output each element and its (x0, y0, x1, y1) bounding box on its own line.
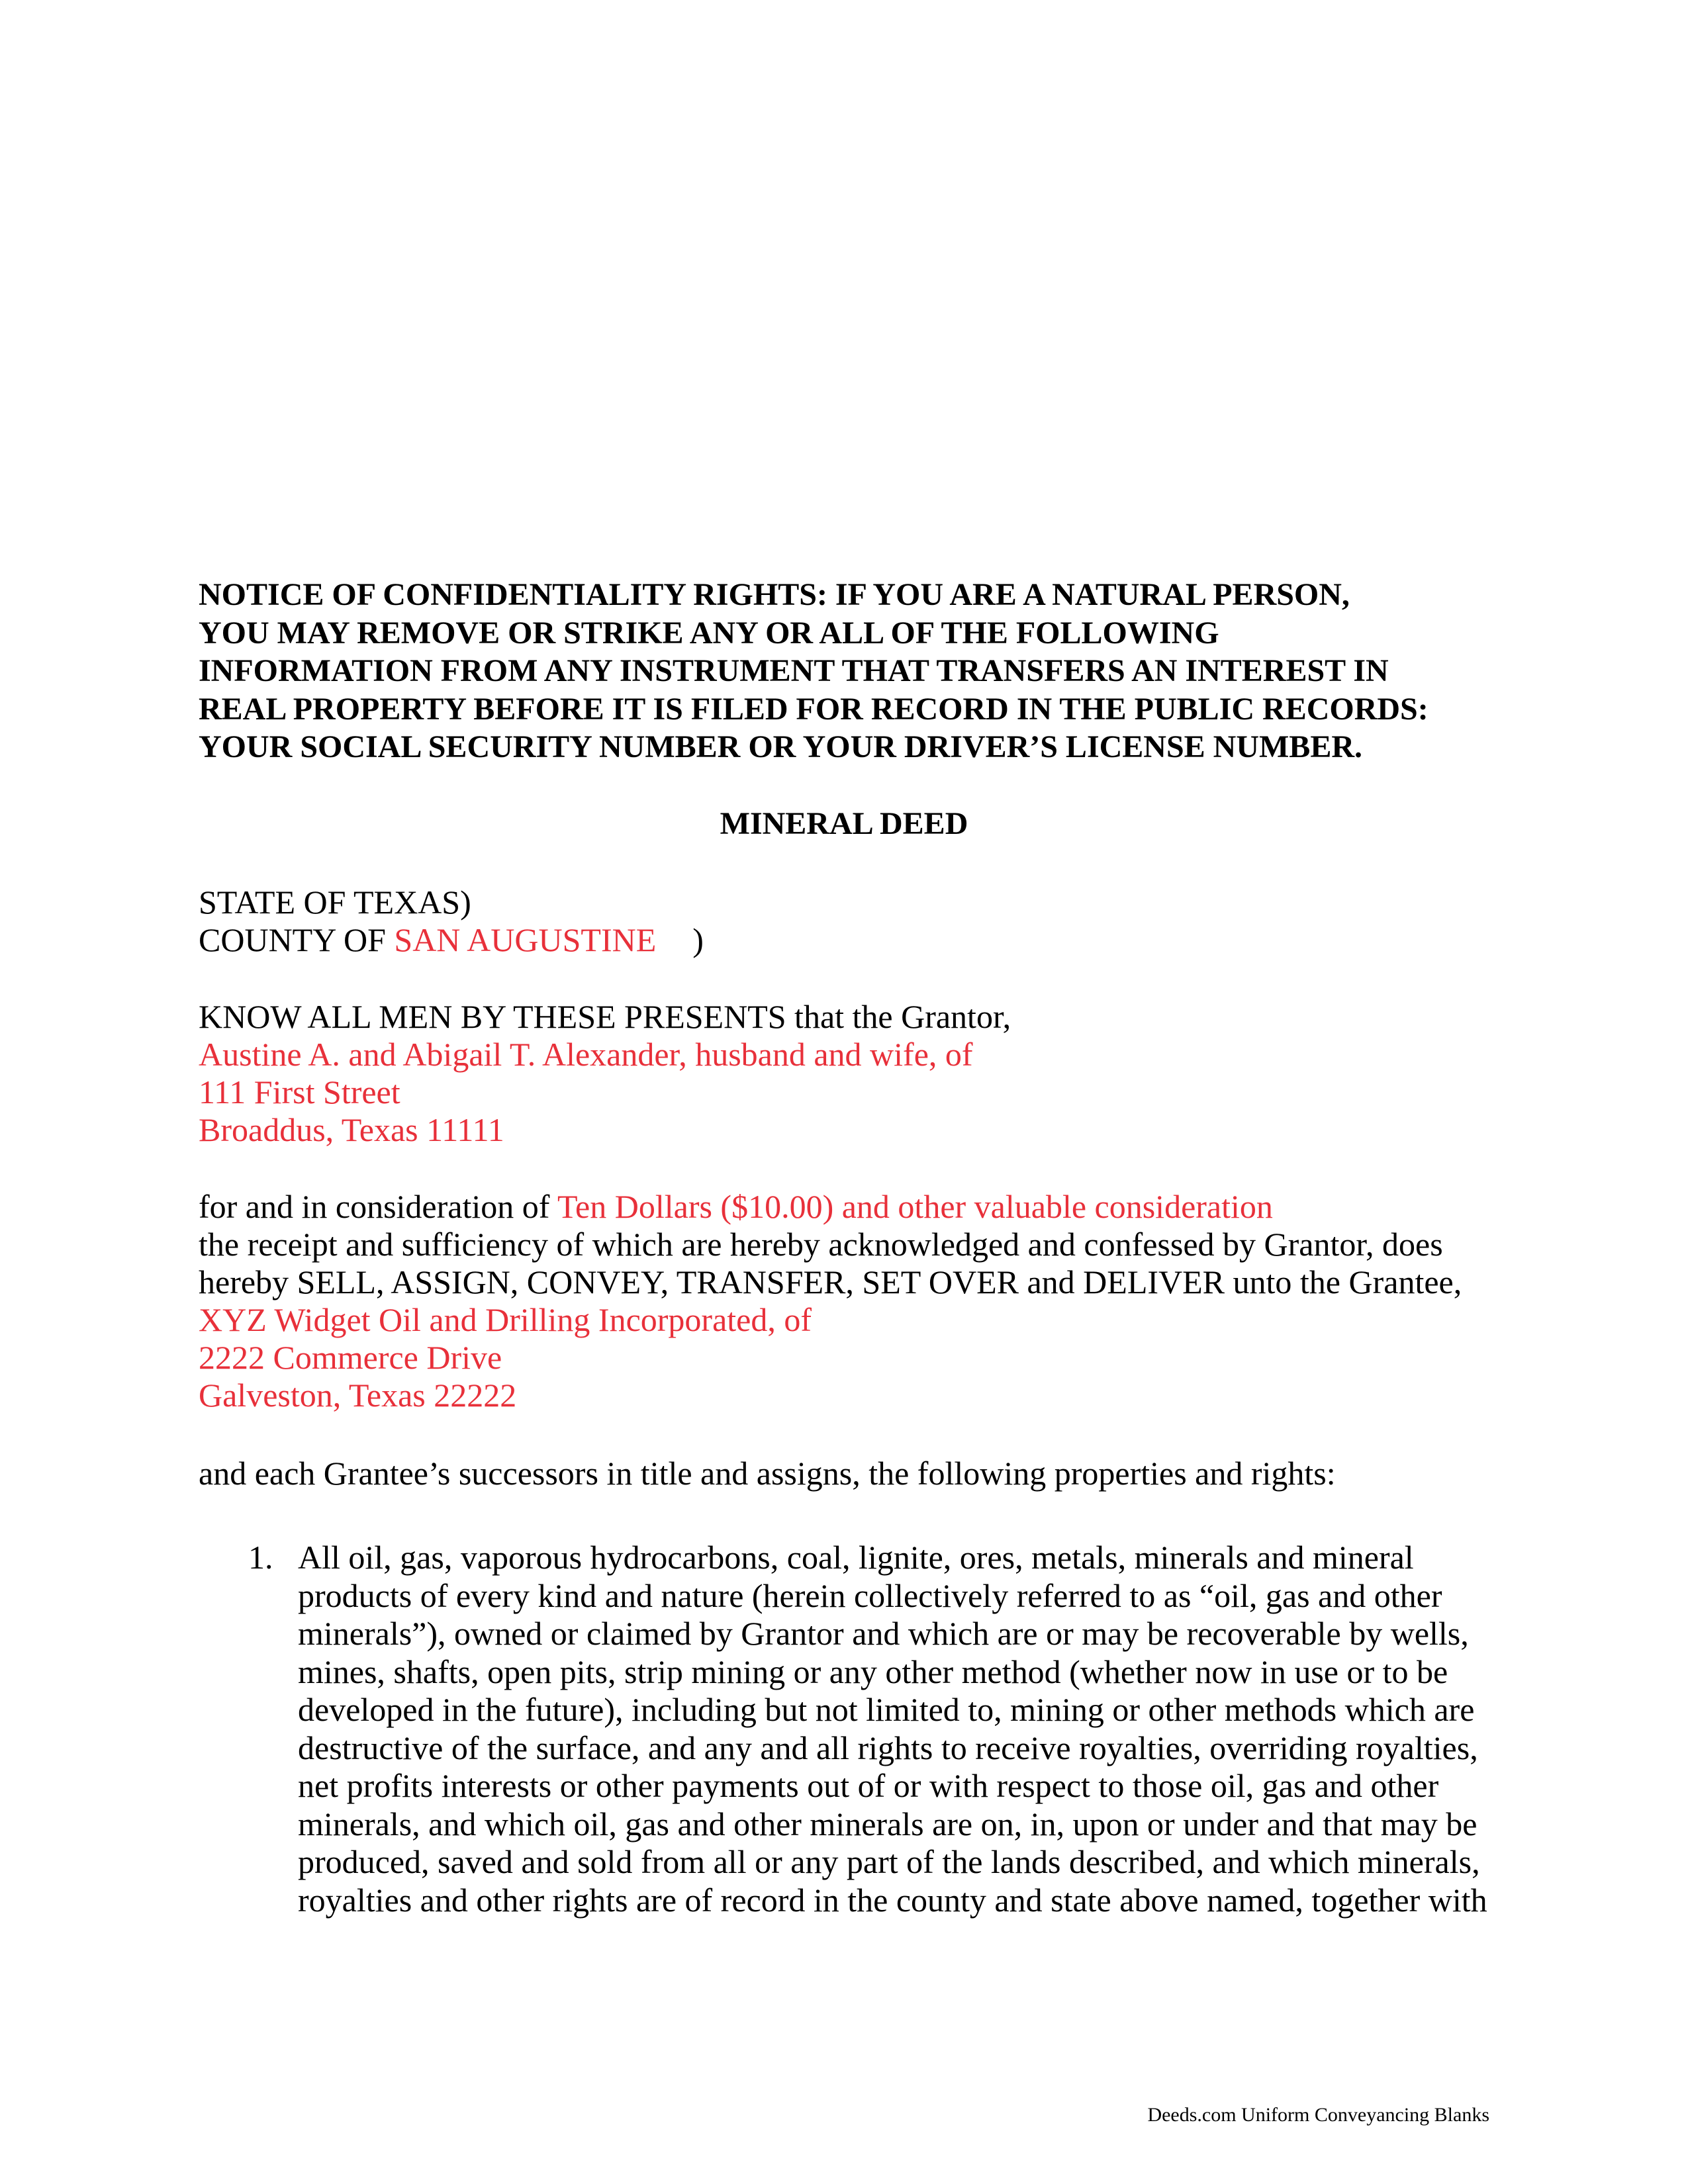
confidentiality-notice (199, 576, 1523, 766)
venue-block (199, 884, 1523, 959)
notice-line: NOTICE OF CONFIDENTIALITY RIGHTS: IF YOU ARE A NATURAL PERSON, (199, 577, 1350, 612)
county-name: SAN AUGUSTINE (394, 921, 657, 958)
list-item-line: produced, saved and sold from all or any part of the lands described, and which minerals, (298, 1843, 1480, 1880)
notice-line: REAL PROPERTY BEFORE IT IS FILED FOR RECORD IN THE PUBLIC RECORDS: (199, 691, 1429, 727)
consideration-line-2: the receipt and sufficiency of which are hereby acknowledged and confessed by Grantor, does (199, 1226, 1443, 1263)
grantor-name: Austine A. and Abigail T. Alexander, husband and wife, of (199, 1036, 973, 1073)
county-line (199, 921, 1523, 959)
grantee-street: 2222 Commerce Drive (199, 1339, 502, 1376)
grantor-street: 111 First Street (199, 1073, 400, 1111)
list-item-text (298, 1539, 1556, 1919)
grantor-intro: KNOW ALL MEN BY THESE PRESENTS that the Grantor, (199, 998, 1011, 1035)
list-item-line: mines, shafts, open pits, strip mining or any other method (whether now in use or to be (298, 1653, 1448, 1690)
grantee-city: Galveston, Texas 22222 (199, 1377, 517, 1414)
grantor-block (199, 998, 1523, 1149)
document-title: MINERAL DEED (720, 806, 968, 841)
page-footer: Deeds.com Uniform Conveyancing Blanks (1147, 2104, 1489, 2126)
list-item-line: minerals, and which oil, gas and other minerals are on, in, upon or under and that may be (298, 1805, 1477, 1843)
state-line: STATE OF TEXAS) (199, 884, 471, 921)
list-item-line: All oil, gas, vaporous hydrocarbons, coal, lignite, ores, metals, minerals and mineral (298, 1539, 1414, 1576)
list-item-line: developed in the future), including but not limited to, mining or other methods which are (298, 1691, 1475, 1728)
list-item-line: minerals”), owned or claimed by Grantor and which are or may be recoverable by wells, (298, 1615, 1469, 1652)
county-prefix: COUNTY OF (199, 921, 395, 958)
list-item-line: destructive of the surface, and any and all rights to receive royalties, overriding royalties, (298, 1729, 1478, 1766)
consideration-block (199, 1188, 1523, 1414)
notice-line: YOU MAY REMOVE OR STRIKE ANY OR ALL OF THE FOLLOWING (199, 615, 1219, 651)
successors-line: and each Grantee’s successors in title and assigns, the following properties and rights: (199, 1455, 1336, 1492)
county-paren: ) (692, 921, 704, 958)
consideration-prefix: for and in consideration of (199, 1188, 557, 1225)
notice-line: INFORMATION FROM ANY INSTRUMENT THAT TRANSFERS AN INTEREST IN (199, 653, 1389, 688)
grantor-city: Broaddus, Texas 11111 (199, 1111, 504, 1148)
list-item-line: royalties and other rights are of record in the county and state above named, together with (298, 1881, 1487, 1919)
list-item-line: net profits interests or other payments out of or with respect to those oil, gas and other (298, 1767, 1439, 1804)
consideration-amount: Ten Dollars ($10.00) and other valuable consideration (557, 1188, 1273, 1225)
consideration-line (199, 1188, 1523, 1226)
notice-line: YOUR SOCIAL SECURITY NUMBER OR YOUR DRIVER’S LICENSE NUMBER. (199, 729, 1362, 764)
list-item-line: products of every kind and nature (herein collectively referred to as “oil, gas and other (298, 1576, 1442, 1614)
consideration-line-3: hereby SELL, ASSIGN, CONVEY, TRANSFER, SET OVER and DELIVER unto the Grantee, (199, 1263, 1462, 1300)
list-item-number: 1. (248, 1539, 273, 1576)
grantee-name: XYZ Widget Oil and Drilling Incorporated, of (199, 1301, 812, 1338)
